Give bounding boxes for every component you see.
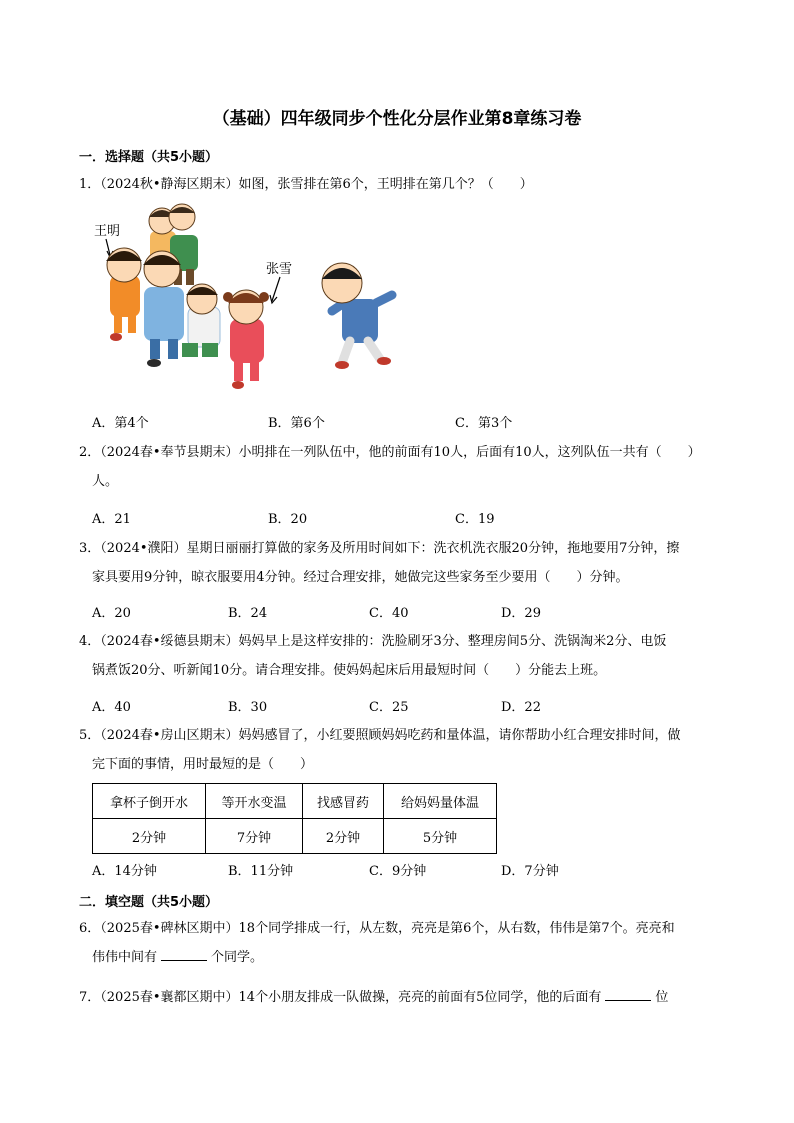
option-a[interactable]: A．20 (92, 606, 131, 621)
question-1 (79, 170, 719, 199)
option-b[interactable]: B．24 (228, 606, 268, 621)
label-zhangxue: 张雪 (266, 262, 293, 277)
option-a[interactable]: A．21 (92, 512, 131, 527)
question-2-options (92, 508, 732, 528)
question-6-line-1: 6．（2025春•碑林区期中）18个同学排成一行，从左数，亮亮是第6个，从右数，伟伟是第7个。亮亮和 (79, 921, 675, 936)
queue-illustration (92, 203, 412, 398)
question-3-line-1: 3．（2024•濮阳）星期日丽丽打算做的家务及所用时间如下：洗衣机洗衣服20分钟，拖地要用7分钟，擦 (79, 541, 680, 556)
question-3-line-2: 家具要用9分钟，晾衣服要用4分钟。经过合理安排，她做完这些家务至少要用（ ）分钟。 (92, 570, 629, 585)
question-2-line-2: 人。 (92, 474, 119, 489)
option-c[interactable]: C．9分钟 (369, 864, 427, 879)
question-3 (79, 534, 719, 592)
kid-zhangxue (223, 290, 269, 389)
option-b[interactable]: B．30 (228, 700, 268, 715)
table-cell: 2分钟 (93, 819, 206, 854)
question-6-line-2-pre: 伟伟中间有 (92, 950, 158, 965)
option-b[interactable]: B．20 (268, 512, 308, 527)
question-4-line-1: 4．（2024春•绥德县期末）妈妈早上是这样安排的：洗脸刷牙3分、整理房间5分、洗锅淘米2分、电饭 (79, 634, 667, 649)
question-4-line-2: 锅煮饭20分、听新闻10分。请合理安排。使妈妈起床后用最短时间（ ）分能去上班。 (92, 663, 607, 678)
section-heading-fill-blank: 二．填空题（共5小题） (79, 895, 219, 910)
question-4-options (92, 696, 732, 716)
option-c[interactable]: C．19 (455, 512, 495, 527)
question-6-line-2-post: 个同学。 (211, 950, 264, 965)
question-5 (79, 721, 719, 779)
option-d[interactable]: D．22 (501, 700, 541, 715)
question-2-line-1: 2．（2024春•奉节县期末）小明排在一列队伍中，他的前面有10人，后面有10人，这列队伍一共有（ ） (79, 445, 701, 460)
option-a[interactable]: A．40 (92, 700, 131, 715)
kid-blue-shirt (143, 251, 184, 367)
option-a[interactable]: A．14分钟 (92, 864, 157, 879)
table-cell: 2分钟 (303, 819, 384, 854)
kid-running (322, 263, 392, 369)
table-row (93, 784, 497, 819)
question-3-options (92, 602, 732, 622)
chore-time-table (92, 783, 497, 854)
table-row (93, 819, 497, 854)
table-header-cell: 给妈妈量体温 (384, 784, 497, 819)
question-4 (79, 627, 719, 685)
question-7-line-1-pre: 7．（2025春•襄都区期中）14个小朋友排成一队做操，亮亮的前面有5位同学，他的后面有 (79, 990, 602, 1005)
table-header-cell: 拿杯子倒开水 (93, 784, 206, 819)
table-header-cell: 找感冒药 (303, 784, 384, 819)
answer-blank[interactable] (605, 987, 651, 1001)
table-header-cell: 等开水变温 (206, 784, 303, 819)
page-title: （基础）四年级同步个性化分层作业第8章练习卷 (212, 109, 582, 129)
label-wangming: 王明 (94, 224, 121, 239)
option-d[interactable]: D．29 (501, 606, 541, 621)
question-6 (79, 914, 719, 972)
table-cell: 7分钟 (206, 819, 303, 854)
option-c[interactable]: C．40 (369, 606, 409, 621)
question-2 (79, 438, 719, 496)
kid-wangming (106, 248, 142, 341)
table-cell: 5分钟 (384, 819, 497, 854)
question-5-options (92, 860, 732, 880)
option-c[interactable]: C．25 (369, 700, 409, 715)
question-5-line-1: 5．（2024春•房山区期末）妈妈感冒了，小红要照顾妈妈吃药和量体温，请你帮助小红合理安排时间，做 (79, 728, 681, 743)
question-1-options (92, 412, 732, 432)
option-b[interactable]: B．第6个 (268, 416, 325, 431)
option-d[interactable]: D．7分钟 (501, 864, 559, 879)
question-7-line-1-post: 位 (655, 990, 669, 1005)
question-5-line-2: 完下面的事情，用时最短的是（ ） (92, 757, 314, 772)
option-a[interactable]: A．第4个 (92, 416, 149, 431)
question-1-text: 1．（2024秋•静海区期末）如图，张雪排在第6个，王明排在第几个？（ ） (79, 177, 533, 192)
kid-green-pants (182, 284, 220, 357)
question-7 (79, 983, 719, 1012)
option-b[interactable]: B．11分钟 (228, 864, 294, 879)
option-c[interactable]: C．第3个 (455, 416, 513, 431)
section-heading-choice: 一．选择题（共5小题） (79, 150, 219, 165)
answer-blank[interactable] (161, 947, 207, 961)
